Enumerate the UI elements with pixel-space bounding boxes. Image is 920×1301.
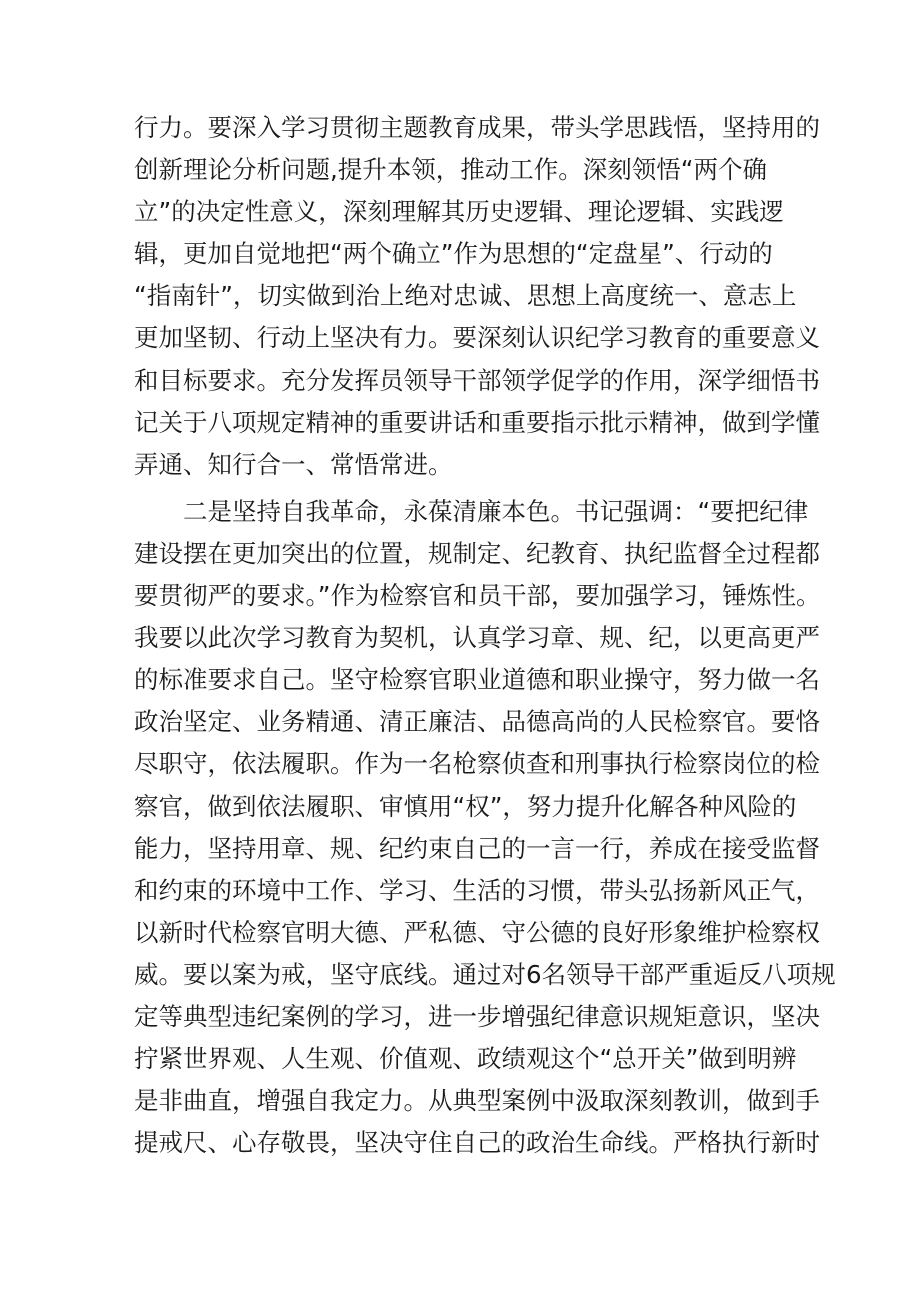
text-line: 建设摆在更加突出的位置，规制定、纪教育、执纪监督全过程都 (134, 538, 820, 568)
text-line: 要贯彻严的要求。”作为检察官和员干部，要加强学习，锤炼性。 (134, 581, 821, 611)
text-line: 尽职守，依法履职。作为一名枪察侦查和刑事执行检察岗位的检 (134, 749, 820, 779)
text-line: 威。要以案为戒，坚守底线。通过对6名领导干部严重逅反八项规 (134, 959, 836, 989)
text-line: 以新时代检察官明大德、严私德、守公德的良好形象维护检察权 (134, 917, 820, 947)
text-line: 更加坚韧、行动上坚决有力。要深刻认识纪学习教育的重要意义 (134, 323, 820, 353)
text-line: 记关于八项规定精神的重要讲话和重要指示批示精神，做到学懂 (134, 407, 820, 437)
text-line: 创新理论分析问题,提升本领，推动工作。深刻领悟“两个确 (134, 155, 767, 185)
text-line: 行力。要深入学习贯彻主题教育成果，带头学思践悟，坚持用的 (134, 113, 820, 142)
text-line: 弄通、知行合一、常悟常进。 (134, 449, 453, 479)
document-body (134, 107, 836, 1164)
text-line: 和目标要求。充分发挥员领导干部领学促学的作用，深学细悟书 (134, 365, 820, 395)
text-line: 的标准要求自己。坚守检察官职业道德和职业操守，努力做一名 (134, 665, 820, 695)
text-line: 辑，更加自觉地把“两个确立”作为思想的“定盘星”、行动的 (134, 239, 773, 269)
paragraph-2 (134, 491, 836, 1165)
text-line: 察官，做到依法履职、审慎用“权”，努力提升化解各种风险的 (134, 791, 797, 821)
text-line: 和约束的环境中工作、学习、生活的习惯，带头弘扬新风正气， (134, 875, 820, 905)
text-line: 是非曲直，增强自我定力。从典型案例中汲取深刻教训，做到手 (134, 1086, 820, 1116)
text-line: 拧紧世界观、人生观、价值观、政绩观这个“总开关”做到明辨 (134, 1044, 797, 1074)
paragraph-1 (134, 107, 820, 486)
text-line: 立”的决定性意义，深刻理解其历史逻辑、理论逻辑、实践逻 (134, 197, 784, 227)
text-line: “指南针”，切实做到治上绝对忠诚、思想上高度统一、意志上 (134, 281, 797, 311)
text-line: 定等典型违纪案例的学习，进一步增强纪律意识规矩意识，坚决 (134, 1001, 820, 1031)
text-line: 二是坚持自我革命，永葆清廉本色。书记强调：“要把纪律 (183, 496, 809, 526)
text-line: 政治坚定、业务精通、清正廉洁、品德高尚的人民检察官。要恪 (134, 707, 820, 737)
text-line: 能力，坚持用章、规、纪约束自己的一言一行，养成在接受监督 (134, 833, 820, 863)
text-line: 提戒尺、心存敬畏，坚决守住自己的政治生命线。严格执行新时 (134, 1128, 820, 1158)
text-line: 我要以此次学习教育为契机，认真学习章、规、纪，以更高更严 (134, 623, 820, 653)
